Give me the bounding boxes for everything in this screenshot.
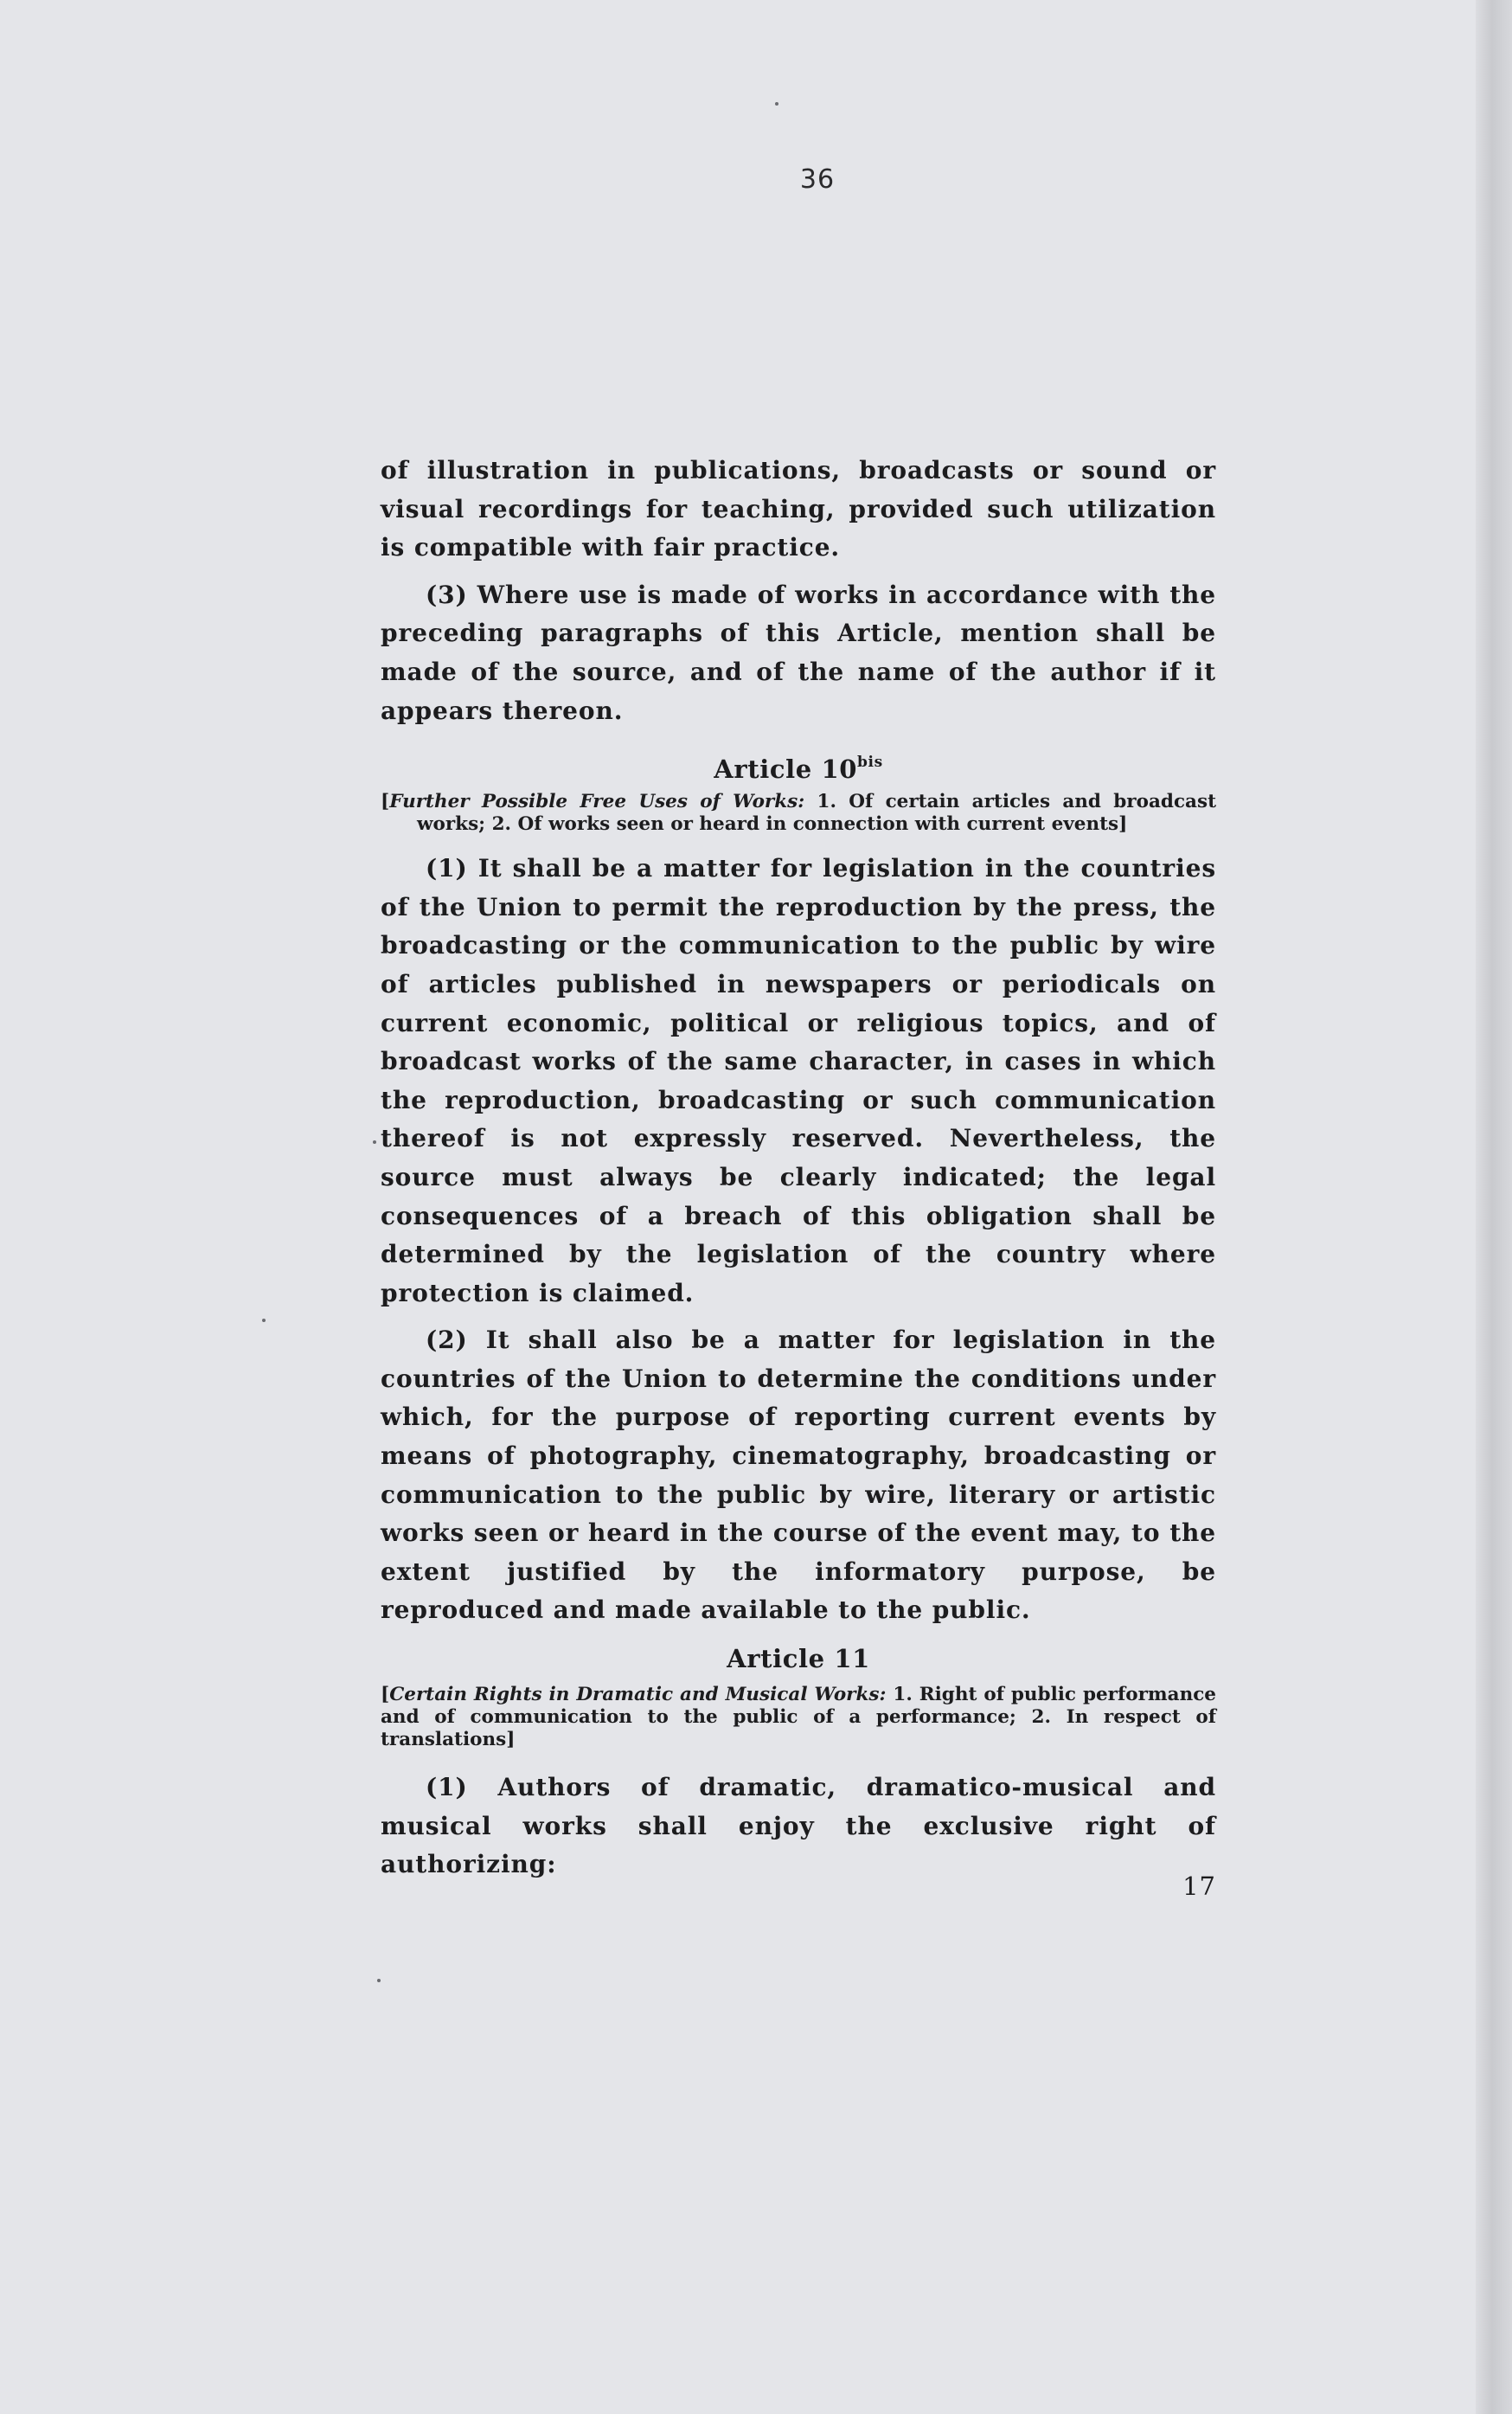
speck <box>373 1140 376 1144</box>
speck <box>262 1319 266 1322</box>
summary-bracket: [ <box>381 1684 390 1706</box>
article-10bis-heading <box>381 754 1216 784</box>
article-10bis-paragraph-1: (1) It shall be a matter for legislation in the countries of the Union to permit the reproduction by the press, the broadcasting or the communication to the public by wire of articles published in newspapers or periodicals on current economic, political or religious topics, and of broadcast works of the same character, in cases in which the reproduction, broadcasting or such communication thereof is not expressly reserved. Nevertheless, the source must always be clearly indicated; the legal consequences of a breach of this obligation shall be determined by the legislation of the country where protection is claimed. <box>381 854 1216 1307</box>
text-block <box>381 452 1216 1884</box>
page-number-bottom: 17 <box>1182 1871 1216 1901</box>
page-number-top: 36 <box>799 164 836 195</box>
summary-text: 1. Of certain articles and broadcast works; 2. Of works seen or heard in connection with current events] <box>417 791 1216 836</box>
speck <box>775 102 778 106</box>
article-10bis-summary <box>381 791 1216 836</box>
paragraph-3: (3) Where use is made of works in accordance with the preceding paragraphs of this Article, mention shall be made of the source, and of the name of the author if it appears thereon. <box>381 580 1216 725</box>
summary-italic-title: Further Possible Free Uses of Works: <box>389 791 805 813</box>
summary-bracket: [ <box>381 791 390 813</box>
summary-text: 1. Right of public performance and of communication to the public of a performance; 2. In respect of translations] <box>381 1684 1216 1751</box>
summary-italic-title: Certain Rights in Dramatic and Musical Works: <box>389 1684 887 1706</box>
article-11-summary <box>381 1684 1216 1751</box>
article-11-paragraph-1: (1) Authors of dramatic, dramatico-musical and musical works shall enjoy the exclusive right of authorizing: <box>381 1773 1216 1879</box>
paragraph-continuation: of illustration in publications, broadcasts or sound or visual recordings for teaching, provided such utilization is compatible with fair practice. <box>381 456 1216 562</box>
article-10bis-paragraph-2: (2) It shall also be a matter for legislation in the countries of the Union to determine the conditions under which, for the purpose of reporting current events by means of photography, cinematography, broadcasting or communication to the public by wire, literary or artistic works seen or heard in the course of the event may, to the extent justified by the informatory purpose, be reproduced and made available to the public. <box>381 1326 1216 1625</box>
article-10bis-superscript: bis <box>857 754 883 772</box>
article-11-heading: Article 11 <box>727 1644 870 1674</box>
page-edge-shadow <box>1476 0 1512 2414</box>
article-10bis-title: Article 10 <box>714 754 858 785</box>
speck <box>377 1979 381 1982</box>
